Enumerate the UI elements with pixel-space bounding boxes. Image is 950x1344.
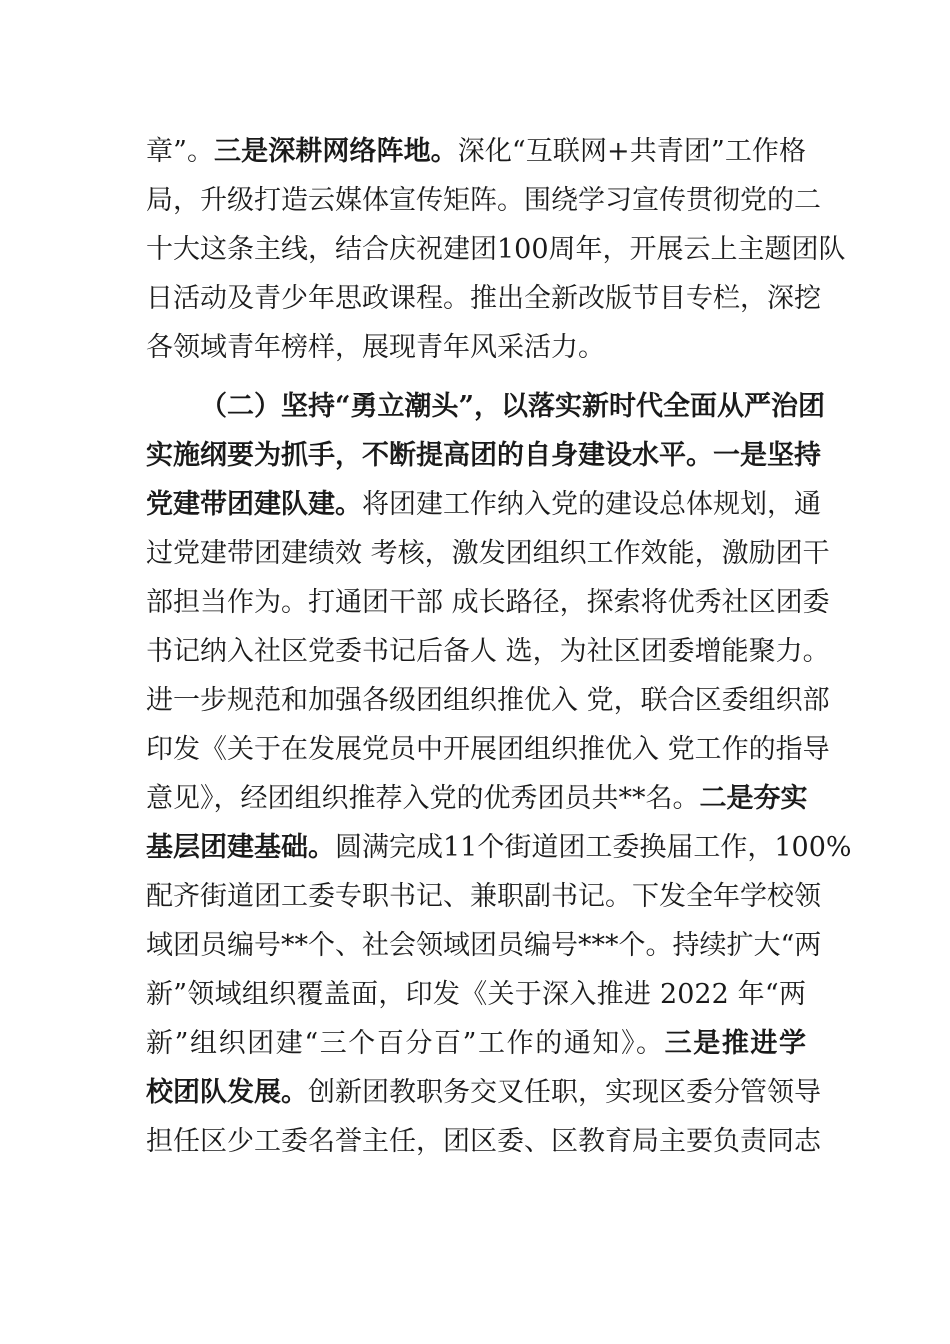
text-line (146, 1117, 821, 1166)
text-line (146, 323, 806, 372)
bold-heading-run: （二）坚持“勇立潮头”，以落实新时代全面从严治团 (200, 391, 826, 422)
text-run: 日活动及青少年思政课程。推出全新改版节目专栏，深挖 (146, 283, 821, 314)
text-line (146, 823, 852, 872)
text-line (146, 676, 830, 725)
text-run: 部担当作为。打通团干部 成长路径，探索将优秀社区团委 (146, 587, 830, 618)
text-line (146, 480, 821, 529)
text-line (146, 578, 830, 627)
paragraph-spacer (146, 372, 806, 382)
text-line (146, 431, 821, 480)
bold-heading-run: 校团队发展。 (146, 1077, 308, 1108)
text-line (146, 1068, 821, 1117)
text-run: 创新团教职务交叉任职，实现区委分管领导 (308, 1077, 821, 1108)
text-run: 十大这条主线，结合庆祝建团100周年，开展云上主题团队 (146, 234, 846, 265)
bold-heading-run: 实施纲要为抓手，不断提高团的自身建设水平。一是坚持 (146, 440, 821, 471)
text-line (146, 970, 806, 1019)
bold-heading-run: 二是夯实 (699, 783, 808, 814)
text-run: 局，升级打造云媒体宣传矩阵。围绕学习宣传贯彻党的二 (146, 185, 821, 216)
text-line (146, 627, 830, 676)
text-line (146, 382, 826, 431)
text-line (146, 774, 806, 823)
text-line (146, 529, 830, 578)
text-line (146, 274, 821, 323)
document-body (146, 127, 852, 1166)
text-run: 各领域青年榜样，展现青年风采活力。 (146, 332, 605, 363)
text-run: 担任区少工委名誉主任，团区委、区教育局主要负责同志 (146, 1126, 821, 1157)
text-run: 配齐街道团工委专职书记、兼职副书记。下发全年学校领 (146, 881, 821, 912)
bold-heading-run: 基层团建基础。 (146, 832, 335, 863)
paragraph (146, 382, 852, 1166)
bold-heading-run: 党建带团建队建。 (146, 489, 362, 520)
text-line (146, 127, 806, 176)
text-run: 过党建带团建绩效 考核，激发团组织工作效能，激励团干 (146, 538, 830, 569)
text-run: 圆满完成11个街道团工委换届工作，100% (335, 832, 852, 863)
text-run: 意见》，经团组织推荐入党的优秀团员共**名。 (146, 783, 700, 814)
text-run: 印发《关于在发展党员中开展团组织推优入 党工作的指导 (146, 734, 830, 765)
text-run: 新”组织团建“三个百分百”工作的通知》。 (146, 1028, 665, 1059)
text-line (146, 225, 846, 274)
text-run: 深化“互联网+共青团”工作格 (457, 136, 806, 167)
bold-heading-run: 三是推进学 (664, 1028, 806, 1059)
text-line (146, 921, 822, 970)
bold-heading-run: 三是深耕网络阵地。 (214, 136, 458, 167)
text-line (146, 872, 821, 921)
text-line (146, 725, 830, 774)
text-run: 书记纳入社区党委书记后备人 选，为社区团委增能聚力。 (146, 636, 830, 667)
text-line (146, 176, 821, 225)
text-run: 进一步规范和加强各级团组织推优入 党，联合区委组织部 (146, 685, 830, 716)
text-run: 新”领域组织覆盖面，印发《关于深入推进 2022 年“两 (146, 979, 806, 1010)
text-run: 将团建工作纳入党的建设总体规划，通 (362, 489, 821, 520)
text-run: 域团员编号**个、社会领域团员编号***个。持续扩大“两 (146, 930, 822, 961)
text-line (146, 1019, 806, 1068)
paragraph (146, 127, 846, 372)
text-run: 章”。 (146, 136, 215, 167)
